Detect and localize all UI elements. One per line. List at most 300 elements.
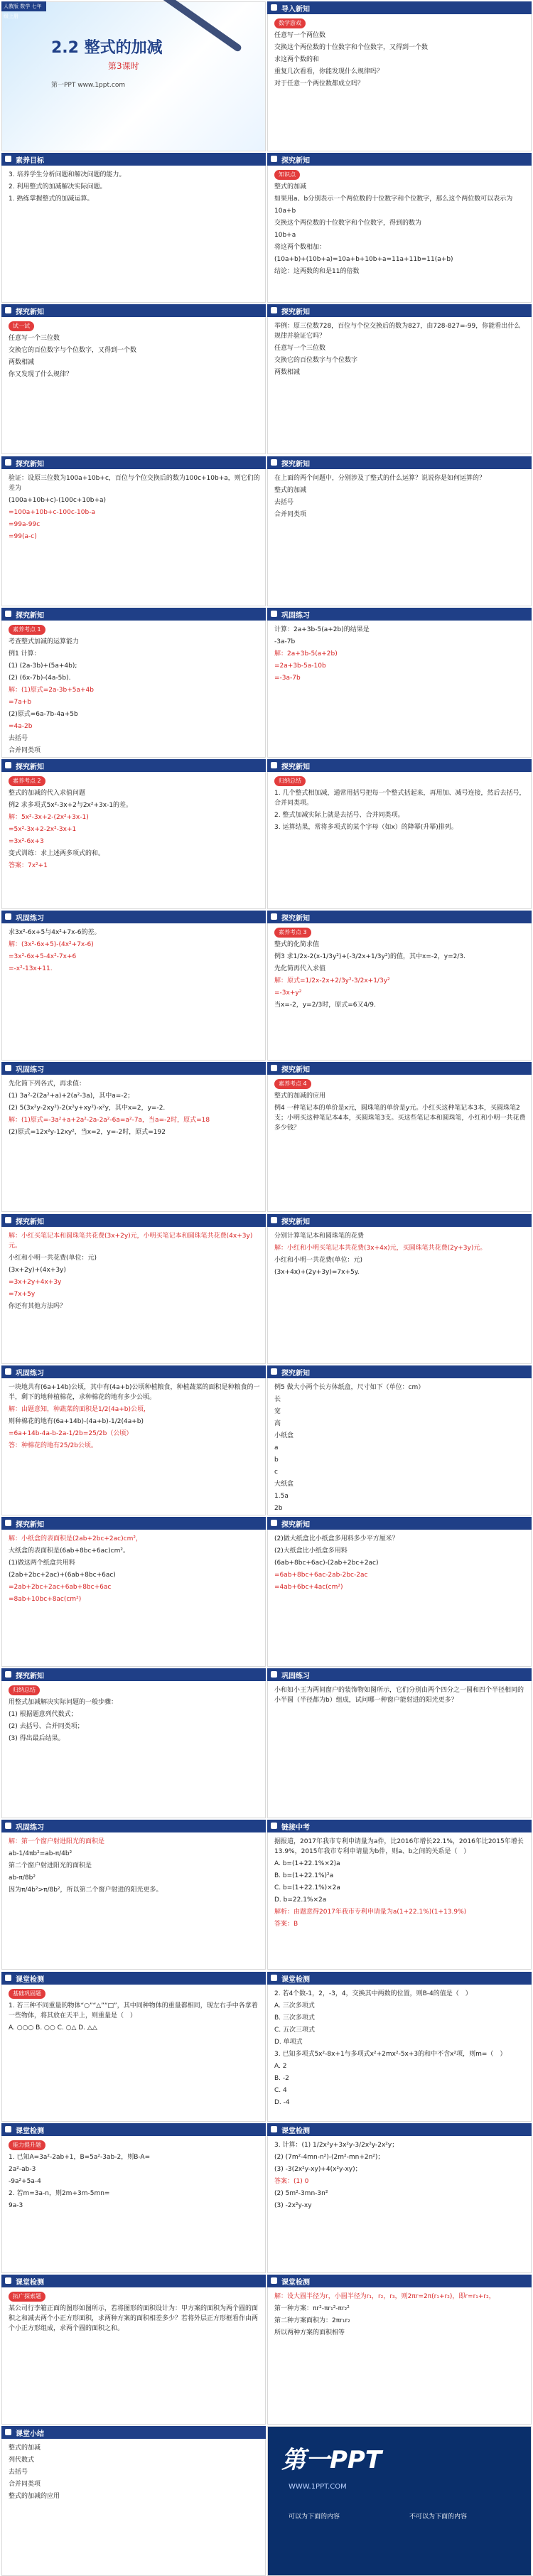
slide-body [274,776,526,906]
slide-title: 课堂检测 [281,2127,310,2135]
slide-line: 2. 若m=3a-n，则2m+3m-5mn= [9,2189,110,2197]
slide-line: 解：(1)原式=2a-3b+5a+4b [9,686,94,694]
slide-5 [1,304,266,454]
cover-title: 2.2 整式的加减 [51,39,163,57]
slide-header [267,2123,532,2136]
slide-line: 两数相减 [274,369,301,377]
header-icon [271,4,277,11]
slide-line: (1) 根据题意列代数式； [9,1711,77,1719]
slide-line: 整式的加减 [9,2444,41,2452]
slide-title: 巩固练习 [281,1673,310,1681]
header-icon [5,2429,11,2435]
slide-header [267,608,532,621]
slide-4 [267,153,532,303]
slide-line: 例3 求1/2x-2(x-1/3y²)+(-3/2x+1/3y²)的值，其中x=-2，y=2/3. [274,953,466,961]
slide-3 [1,153,266,303]
slide-line: A. b=(1+22.1%×2)a [274,1860,340,1868]
slide-title: 课堂检测 [16,2279,44,2287]
slide-11 [1,759,266,909]
slide-line: =3x²-6x+3 [9,838,44,845]
header-icon [5,1368,11,1375]
header-icon [5,611,11,617]
slide-body [274,1534,526,1664]
slide-line: 交换这个两位数的十位数字和个位数字，得到的数为 [274,220,422,227]
slide-body [274,1079,526,1209]
slide-body [274,18,526,149]
slide-line: 解：(3x²-6x+5)-(4x²+7x-6) [9,941,94,949]
slide-line: 举例：原三位数728，百位与个位交换后的数为827，由728-827=-99，你能看出什么规律并验证它吗？ [274,323,521,340]
slide-6 [267,304,532,454]
slide-line: 整式的化简求值 [274,941,320,949]
slide-body [274,2292,526,2422]
slide-line: A. 2 [274,2062,287,2070]
slide-line: 3. 培养学生分析问题和解决问题的能力。 [9,171,126,179]
header-icon [271,762,277,768]
slide-line: 试一试 [9,321,34,331]
slide-header [1,1214,266,1227]
header-icon [5,1520,11,1526]
slide-line: (3) -3(2x²y-xy)+4(x²y-xy)； [274,2165,362,2173]
slide-body [274,170,526,300]
slide-line: 则种棉花的地有(6a+14b)-(4a+b)-1/2(4a+b) [9,1417,144,1425]
slide-header [1,1517,266,1530]
slide-line: 所以两种方案的面积相等 [274,2329,345,2336]
slide-body [9,1231,260,1361]
slide-title: 巩固练习 [16,915,44,923]
slide-line: 交换它的百位数字与个位数字 [274,357,358,365]
slide-13 [1,911,266,1061]
slide-line: 2. 整式加减实际上就是去括号、合并同类项。 [274,812,404,819]
slide-title: 探究新知 [281,308,310,317]
slide-title: 课堂检测 [16,1975,44,1984]
slide-line: ab-1/4πb²=ab-π/4b² [9,1850,72,1858]
slide-line: b [274,1456,279,1464]
slide-line: 基础巩固题 [9,1989,45,1999]
slide-line: 2b [274,1504,283,1512]
slide-header [1,1062,266,1075]
slide-header [267,759,532,772]
slide-line: 宽 [274,1407,281,1415]
slide-line: 例5 做大小两个长方体纸盒，尺寸如下（单位：cm） [274,1383,425,1391]
slide-18 [267,1214,532,1364]
slide-line: 整式的加减 [274,183,307,191]
slide-line: 10a+b [274,208,296,215]
slide-line: 答案：(1) 0 [274,2177,309,2185]
slide-line: 3. 已知多项式5x²-8x+1与多项式x²+2mx²-5x+3的和中不含x²项，则m=（ ） [274,2050,507,2058]
slide-line: (2)原式=12x²y-12xy²，当x=2，y=-2时，原式=192 [9,1129,166,1137]
slide-10 [267,608,532,758]
slide-title: 课堂检测 [281,1975,310,1984]
header-icon [271,2277,277,2284]
slide-line: (2) 去括号、合并同类项； [9,1723,84,1731]
slide-header [267,1365,532,1378]
slide-line: (10a+b)+(10b+a)=10a+b+10b+a=11a+11b=11(a+b) [274,256,453,264]
header-icon [271,1065,277,1071]
header-icon [5,1671,11,1678]
slide-header [267,2275,532,2287]
slide-title: 探究新知 [281,157,310,166]
slide-line: (2)原式=6a-7b-4a+5b [9,710,78,718]
slide-title: 课堂检测 [281,2279,310,2287]
slide-line: 用整式加减解决实际问题的一般步骤： [9,1699,118,1707]
slide-9 [1,608,266,758]
slide-title: 探究新知 [281,1066,310,1075]
slide-title: 探究新知 [281,1369,310,1378]
slide-line: B. b=(1+22.1%)²a [274,1872,334,1880]
slide-line: (2) (6x-7b)-(4a-5b). [9,674,71,682]
slide-title: 探究新知 [16,763,44,771]
slide-body [9,170,260,300]
slide-line: 某公司行李箱正面的图形如图所示，若将图形的面积设计为：甲方案的面积为两个圆的面积之和减去两个小正方形面积，求两种方案的面积相差多少？若将外层正方形框看作由两个小正方形组成，求两个圆的面积之和。 [9,2305,259,2332]
slide-19 [1,1365,266,1515]
slide-line: (100a+10b+c)-(100c+10b+a) [9,496,107,504]
slide-line: 3. 运算结果，常将多项式的某个字母（如x）的降幂(升幂)排列。 [274,824,458,831]
header-icon [5,1823,11,1829]
slide-title: 探究新知 [281,763,310,771]
slide-line: 将这两个数相加： [274,244,326,252]
slide-title: 导入新知 [281,6,310,14]
slide-line: 答：种棉花的地有25/2b公顷。 [9,1442,97,1449]
slide-33 [1,2426,266,2576]
slide-line: 据报道，2017年我市专利申请量为a件，比2016年增长22.1%，2016年比2015年增长13.9%，2015年我市专利申请量为b件，则a、b之间的关系是（ ） [274,1838,524,1856]
slide-header [1,1972,266,1985]
slide-line: (2)大纸盒比小纸盒多用料 [274,1547,348,1555]
slide-line: 任意写一个三位数 [9,335,60,343]
slide-line: 高 [274,1420,281,1427]
slide-line: 解：(1)原式=-3a²+a+2a²-2a-2a²-6a=a²-7a，当a=-2时，原式=18 [9,1117,210,1125]
slide-title: 探究新知 [16,460,44,468]
slide-line: (2ab+2bc+2ac)+(6ab+8bc+6ac) [9,1572,116,1579]
header-icon [271,1520,277,1526]
slide-header [1,2275,266,2287]
slide-title: 探究新知 [281,1218,310,1226]
slide-line: =99a-99c [9,520,41,528]
slide-line: D. 单项式 [274,2038,303,2046]
pen-decoration [151,0,243,53]
slide-title: 巩固练习 [281,611,310,620]
slide-25 [1,1820,266,1970]
slide-line: 解：原式=1/2x-2x+2/3y²-3/2x+1/3y² [274,977,390,985]
header-icon [5,307,11,313]
slide-34 [267,2426,532,2576]
slide-line: (2) (7m²-4mn-n²)-(2m²-mn+2n²)； [274,2153,384,2161]
slide-line: 1. 几个整式相加减，通常用括号把每一个整式括起来，再用加、减号连接，然后去括号，合并同类项。 [274,790,526,807]
slide-line: 解：2a+3b-5(a+2b) [274,650,338,658]
slide-line: 1.5a [274,1492,289,1500]
slide-line: 两数相减 [9,359,35,367]
slide-line: 解：小红和小明买笔记本共花费(3x+4x)元，买圆珠笔共花费(2y+3y)元。 [274,1244,487,1252]
slide-30 [267,2123,532,2273]
slide-line: 考查整式加减的运算能力 [9,638,80,645]
slide-28 [267,1972,532,2122]
slide-line: -9a²+5a-4 [9,2177,41,2185]
slide-header [1,759,266,772]
slide-line: =4a-2b [9,722,33,730]
slide-line: 先化简再代入求值 [274,965,326,973]
footer-right: 不可以为下面的内容 [409,2513,468,2521]
slide-header [267,456,532,469]
slide-7 [1,456,266,606]
slide-line: 当x=-2，y=2/3时，原式=6又4/9. [274,1002,376,1009]
slide-body [9,1989,260,2119]
slide-line: 2. 利用整式的加减解决实际问题。 [9,183,107,191]
slide-line: 重复几次看看，你能发现什么规律吗？ [274,68,384,75]
slide-line: (3x+2y)+(4x+3y) [9,1266,66,1274]
header-icon [5,1217,11,1223]
slide-line: =99(a-c) [9,532,37,540]
slide-body [9,2292,260,2422]
slide-2 [267,1,532,151]
slide-line: 如果用a、b分别表示一个两位数的十位数字和个位数字，那么这个两位数可以表示为 [274,195,513,203]
slide-line: =6ab+8bc+6ac-2ab-2bc-2ac [274,1572,368,1579]
slide-line: 在上面的两个问题中，分别涉及了整式的什么运算？说说你是如何运算的？ [274,474,486,482]
header-icon [5,2126,11,2132]
slide-line: =5x²-3x+2-2x²-3x+1 [9,826,77,833]
slide-17 [1,1214,266,1364]
slide-line: 能力提升题 [9,2140,45,2150]
slide-line: 去括号 [9,2469,28,2476]
slide-header [1,2123,266,2136]
slide-line: C. 五次三项式 [274,2026,316,2034]
slide-header [1,456,266,469]
header-icon [5,1065,11,1071]
slide-27 [1,1972,266,2122]
slide-line: ab-π/8b² [9,1874,36,1882]
slide-15 [1,1062,266,1212]
cover-subtitle: 第3课时 [108,61,139,71]
slide-body [274,1989,526,2119]
slide-header [267,911,532,923]
slide-line: 求这两个数的和 [274,56,320,63]
slide-line: a [274,1444,279,1451]
slide-title: 探究新知 [16,308,44,317]
slide-line: 2. 若4个数-1，2，-3，4，交换其中两数的位置，则B-4的值是（ ） [274,1990,472,1997]
slide-line: 第一种方案：πr²-πr₁²-πr₂² [274,2305,350,2312]
slide-line: 小红和小明一共花费(单位：元) [274,1256,363,1264]
slide-body [274,1837,526,1967]
slide-body [274,1231,526,1361]
slide-header [1,1668,266,1681]
slide-title: 巩固练习 [16,1824,44,1832]
slide-line: =6a+14b-4a-b-2a-1/2b=25/2b（公顷） [9,1429,133,1437]
slide-body [274,1383,526,1513]
slide-line: 解：小纸盒的表面积是(2ab+2bc+2ac)cm²， [9,1535,142,1542]
slide-line: 素养考点 2 [9,776,45,786]
slide-line: (3) 得出最后结果。 [9,1735,65,1743]
header-icon [5,2277,11,2284]
slide-line: 例4 一种笔记本的单价是x元，圆珠笔的单价是y元。小红买这种笔记本3本，买圆珠笔2支；小明买这种笔记本4本，买圆珠笔3支。买这些笔记本和圆珠笔，小红和小明一共花费多少钱？ [274,1105,526,1132]
header-icon [5,1975,11,1981]
slide-title: 课堂小结 [16,2430,44,2439]
slide-line: =3x+2y+4x+3y [9,1278,62,1286]
slide-line: 9a-3 [9,2201,23,2209]
slide-1 [1,1,266,151]
slide-body [9,928,260,1058]
slide-31 [1,2275,266,2425]
slide-line: 第二种方案面积为：2πr₁r₂ [274,2317,350,2324]
slide-line: 你还有其他方法吗？ [9,1302,67,1310]
slide-title: 探究新知 [281,915,310,923]
slide-32 [267,2275,532,2425]
slide-title: 素养目标 [16,157,44,166]
slide-line: 合并同类项 [9,746,41,754]
slide-line: 例1 计算： [9,650,41,658]
slide-line: =7a+b [9,698,32,706]
slide-line: A. 三次多项式 [274,2002,315,2009]
slide-line: 素养考点 1 [9,625,45,635]
slide-line: 整式的加减 [274,486,307,494]
slide-body [9,1079,260,1209]
slide-line: 大纸盒 [274,1480,294,1488]
header-icon [5,913,11,920]
slide-header [1,608,266,621]
slide-line: 一块地共有(6a+14b)公顷，其中有(4a+b)公顷种植粮食，种植蔬菜的面积是种粮食的一半，剩下的地种植棉花，求种棉花的地有多少公顷。 [9,1383,260,1401]
slide-line: =2a+3b-5a-10b [274,662,326,670]
slide-line: (6ab+8bc+6ac)-(2ab+2bc+2ac) [274,1560,379,1567]
slide-line: 交换这个两位数的十位数字和个位数字，又得到一个数 [274,44,429,51]
slide-22 [267,1517,532,1667]
slide-16 [267,1062,532,1212]
slide-line: (2) 5m²-3mn-3n² [274,2189,328,2197]
slide-body [9,625,260,755]
slide-line: =4ab+6bc+4ac(cm²) [274,1584,343,1591]
slide-line: (2)做大纸盒比小纸盒多用料多少平方厘米？ [274,1535,399,1542]
slide-line: =3x²-6x+5-4x²-7x+6 [9,953,77,961]
slide-line: 小红和小明一共花费(单位：元) [9,1254,97,1262]
slide-body [274,321,526,451]
slide-title: 链接中考 [281,1824,310,1832]
slide-line: 2a²-ab-3 [9,2165,36,2173]
slide-line: 1. 熟练掌握整式的加减运算。 [9,195,94,203]
slide-line: B. -2 [274,2074,289,2082]
slide-title: 探究新知 [16,1218,44,1226]
slide-line: 任意写一个三位数 [274,345,326,353]
slide-line: -3a-7b [274,638,296,645]
slide-line: =8ab+10bc+8ac(cm²) [9,1596,82,1603]
slide-14 [267,911,532,1061]
footer-left: 可以为下面的内容 [289,2513,340,2521]
slide-header [267,304,532,317]
slide-line: 去括号 [9,734,28,742]
slide-line: 计算：2a+3b-5(a+2b)的结果是 [274,626,370,633]
cover-corner: 人教版 数学 七年级上册 [1,1,46,11]
slide-line: 10b+a [274,232,296,240]
slide-header [1,2426,266,2439]
header-icon [271,913,277,920]
slide-header [267,1214,532,1227]
slide-body [9,1685,260,1815]
header-icon [271,611,277,617]
slide-body [9,1837,260,1967]
slide-line: 答案：7x²+1 [9,862,48,869]
slide-line: (1)做这两个纸盒共用料 [9,1560,75,1567]
header-icon [271,459,277,466]
slide-line: 1. 已知A=3a²-2ab+1，B=5a²-3ab-2，则B-A= [9,2153,151,2161]
slide-line: 拓广探索题 [9,2292,45,2302]
slide-line: 归纳总结 [274,776,306,786]
slide-header [267,1972,532,1985]
header-icon [271,1975,277,1981]
slide-title: 巩固练习 [16,1369,44,1378]
slide-line: 小和如小王为两间窗户的装饰物如图所示，它们分别由两个四分之一圆和四个半径相同的小半圆（半径都为b）组成，试问哪一种窗户能射进的阳光更多？ [274,1687,524,1705]
slide-line: =-x²-13x+11. [9,965,53,973]
slide-29 [1,2123,266,2273]
slide-line: D. -4 [274,2098,290,2106]
slide-body [274,625,526,755]
slide-body [9,1534,260,1664]
slide-24 [267,1668,532,1818]
header-icon [5,459,11,466]
slide-21 [1,1517,266,1667]
slide-line: =-3a-7b [274,674,301,682]
slide-body [9,2140,260,2270]
slide-line: 解：由题意知，种蔬菜的面积是1/2(4a+b)公顷， [9,1405,151,1413]
slide-line: 整式的加减的代入求值问题 [9,790,86,797]
slide-line: 小纸盒 [274,1432,294,1439]
slide-line: =-3x+y² [274,989,302,997]
slide-line: 合并同类项 [9,2481,41,2489]
slide-line: (2) 5(3x²y-2xy²)-2(x²y+xy²)-x²y，其中x=2，y=-2. [9,1105,166,1112]
cover-site: 第一PPT www.1ppt.com [51,82,126,89]
slide-header [267,1820,532,1832]
slide-title: 课堂检测 [16,2127,44,2135]
slide-title: 探究新知 [16,1521,44,1529]
slide-title: 探究新知 [281,460,310,468]
slide-12 [267,759,532,909]
slide-line: 数学游戏 [274,18,306,28]
slide-line: C. 4 [274,2086,287,2094]
logo: 第一PPT [281,2446,382,2475]
header-icon [5,762,11,768]
slide-line: 因为π/4b²>π/8b²，所以第二个窗户射进的阳光更多。 [9,1887,163,1894]
slide-header [267,1,532,14]
slide-line: 第二个窗户射进阳光的面积是 [9,1862,92,1870]
slide-line: 归纳总结 [9,1685,40,1695]
slide-body [274,473,526,603]
slide-line: 解：小红买笔记本和圆珠笔共花费(3x+2y)元，小明买笔记本和圆珠笔共花费(4x+3y)元。 [9,1232,253,1250]
slide-line: 解：设大圆半径为r，小圆半径为r₁，r₂，r₃，则2πr=2π(r₁+r₂)，即r=r₁+r₂， [274,2293,495,2300]
slide-line: 合并同类项 [274,510,307,518]
slide-26 [267,1820,532,1970]
slide-header [267,1668,532,1681]
slide-body [274,928,526,1058]
slide-line: 知识点 [274,170,300,180]
slide-line: A. ○○○ B. ○○ C. ○△ D. △△ [9,2024,97,2032]
slide-line: 求3x²-6x+5与4x²+7x-6的差。 [9,929,101,937]
slide-23 [1,1668,266,1818]
slide-20 [267,1365,532,1515]
slide-body [9,473,260,603]
slide-line: 分别计算笔记本和圆珠笔的花费 [274,1232,365,1240]
slide-line: D. b=22.1%×2a [274,1896,327,1904]
slide-body [9,776,260,906]
slide-line: =7x+5y [9,1290,36,1298]
slide-line: B. 三次多项式 [274,2014,315,2022]
slide-line: 交换它的百位数字与个位数字，又得到一个数 [9,347,137,355]
slide-line: 大纸盒的表面积是(6ab+8bc+6ac)cm²。 [9,1547,129,1555]
slide-header [1,153,266,166]
slide-header [267,153,532,166]
slide-header [1,1365,266,1378]
slide-line: =100a+10b+c-100c-10b-a [9,508,95,516]
slide-title: 巩固练习 [16,1066,44,1075]
slide-line: 去括号 [274,498,294,506]
header-icon [5,156,11,162]
slide-line: 解：第一个窗户射进阳光的面积是 [9,1838,105,1846]
slide-line: 对于任意一个两位数都成立吗？ [274,80,365,87]
slide-body [274,1685,526,1815]
slide-body [9,1383,260,1513]
